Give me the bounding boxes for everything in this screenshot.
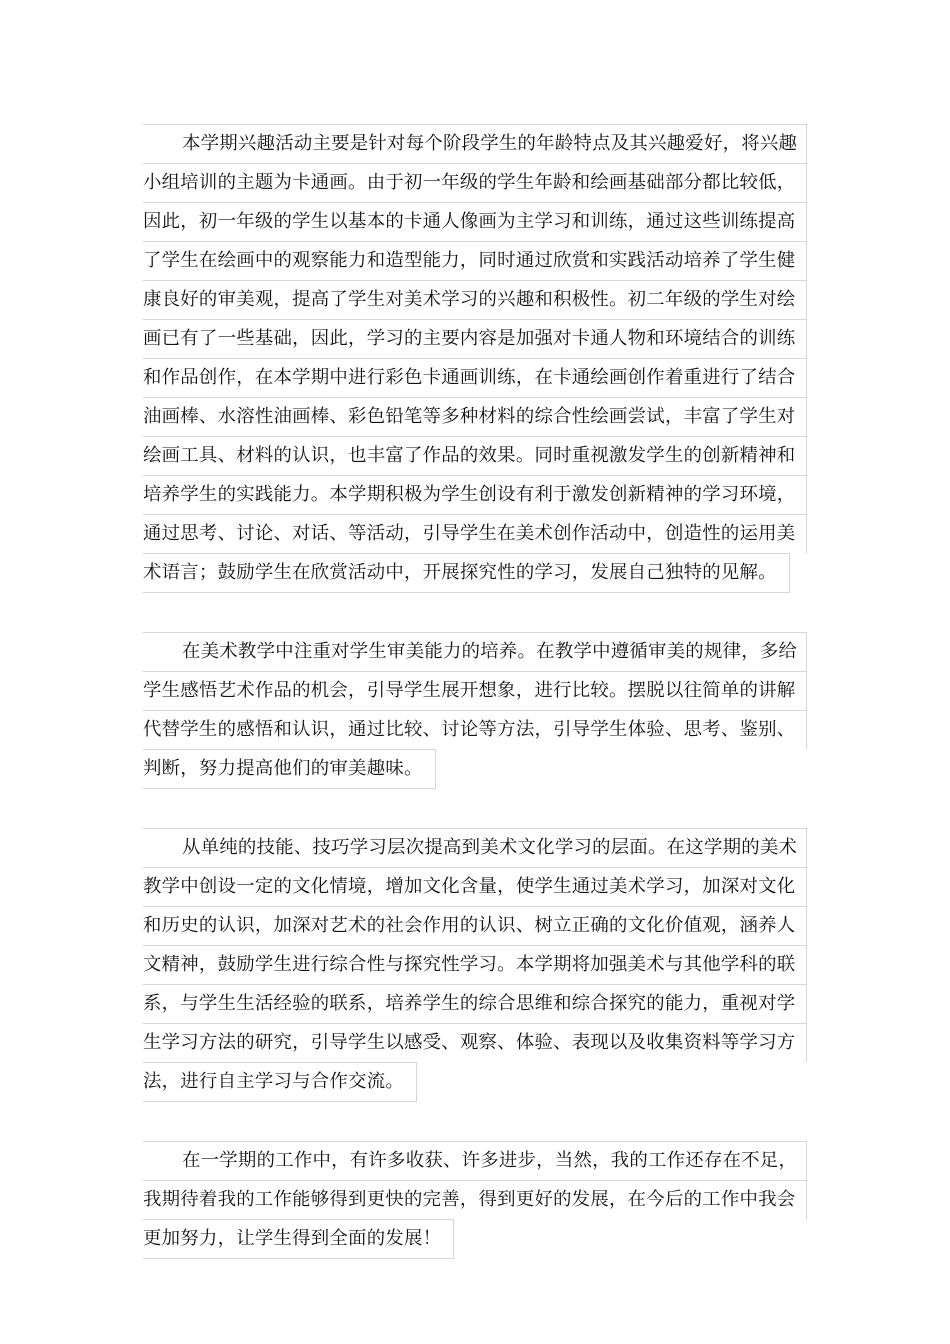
text-line: 康良好的审美观，提高了学生对美术学习的兴趣和积极性。初二年级的学生对绘 <box>143 280 807 319</box>
text-line: 更加努力，让学生得到全面的发展！ <box>143 1219 454 1259</box>
text-line: 法，进行自主学习与合作交流。 <box>143 1062 417 1102</box>
text-line: 油画棒、水溶性油画棒、彩色铅笔等多种材料的综合性绘画尝试，丰富了学生对 <box>143 397 807 436</box>
text-line: 判断，努力提高他们的审美趣味。 <box>143 749 436 789</box>
text-line: 教学中创设一定的文化情境，增加文化含量，使学生通过美术学习，加深对文化 <box>143 867 807 906</box>
text-line: 绘画工具、材料的认识，也丰富了作品的效果。同时重视激发学生的创新精神和 <box>143 436 807 475</box>
text-line: 小组培训的主题为卡通画。由于初一年级的学生年龄和绘画基础部分都比较低， <box>143 163 807 202</box>
paragraph-2 <box>143 632 807 789</box>
text-line: 我期待着我的工作能够得到更快的完善，得到更好的发展，在今后的工作中我会 <box>143 1180 807 1219</box>
text-line: 学生感悟艺术作品的机会，引导学生展开想象，进行比较。摆脱以往简单的讲解 <box>143 671 807 710</box>
text-line: 了学生在绘画中的观察能力和造型能力，同时通过欣赏和实践活动培养了学生健 <box>143 241 807 280</box>
text-line: 从单纯的技能、技巧学习层次提高到美术文化学习的层面。在这学期的美术 <box>143 828 807 867</box>
text-line: 文精神，鼓励学生进行综合性与探究性学习。本学期将加强美术与其他学科的联 <box>143 945 807 984</box>
paragraph-3 <box>143 828 807 1102</box>
text-line: 和历史的认识，加深对艺术的社会作用的认识、树立正确的文化价值观，涵养人 <box>143 906 807 945</box>
text-line: 和作品创作，在本学期中进行彩色卡通画训练，在卡通绘画创作着重进行了结合 <box>143 358 807 397</box>
text-line: 术语言；鼓励学生在欣赏活动中，开展探究性的学习，发展自己独特的见解。 <box>143 553 790 593</box>
document-body <box>143 124 807 1259</box>
text-line: 生学习方法的研究，引导学生以感受、观察、体验、表现以及收集资料等学习方 <box>143 1023 807 1062</box>
text-line: 培养学生的实践能力。本学期积极为学生创设有利于激发创新精神的学习环境， <box>143 475 807 514</box>
text-line: 在一学期的工作中，有许多收获、许多进步，当然，我的工作还存在不足， <box>143 1141 807 1180</box>
text-line: 代替学生的感悟和认识，通过比较、讨论等方法，引导学生体验、思考、鉴别、 <box>143 710 807 749</box>
text-line: 通过思考、讨论、对话、等活动，引导学生在美术创作活动中，创造性的运用美 <box>143 514 807 553</box>
text-line: 系，与学生生活经验的联系，培养学生的综合思维和综合探究的能力，重视对学 <box>143 984 807 1023</box>
text-line: 因此，初一年级的学生以基本的卡通人像画为主学习和训练，通过这些训练提高 <box>143 202 807 241</box>
text-line: 画已有了一些基础，因此，学习的主要内容是加强对卡通人物和环境结合的训练 <box>143 319 807 358</box>
paragraph-4 <box>143 1141 807 1259</box>
text-line: 本学期兴趣活动主要是针对每个阶段学生的年龄特点及其兴趣爱好，将兴趣 <box>143 124 807 163</box>
paragraph-1 <box>143 124 807 593</box>
text-line: 在美术教学中注重对学生审美能力的培养。在教学中遵循审美的规律，多给 <box>143 632 807 671</box>
